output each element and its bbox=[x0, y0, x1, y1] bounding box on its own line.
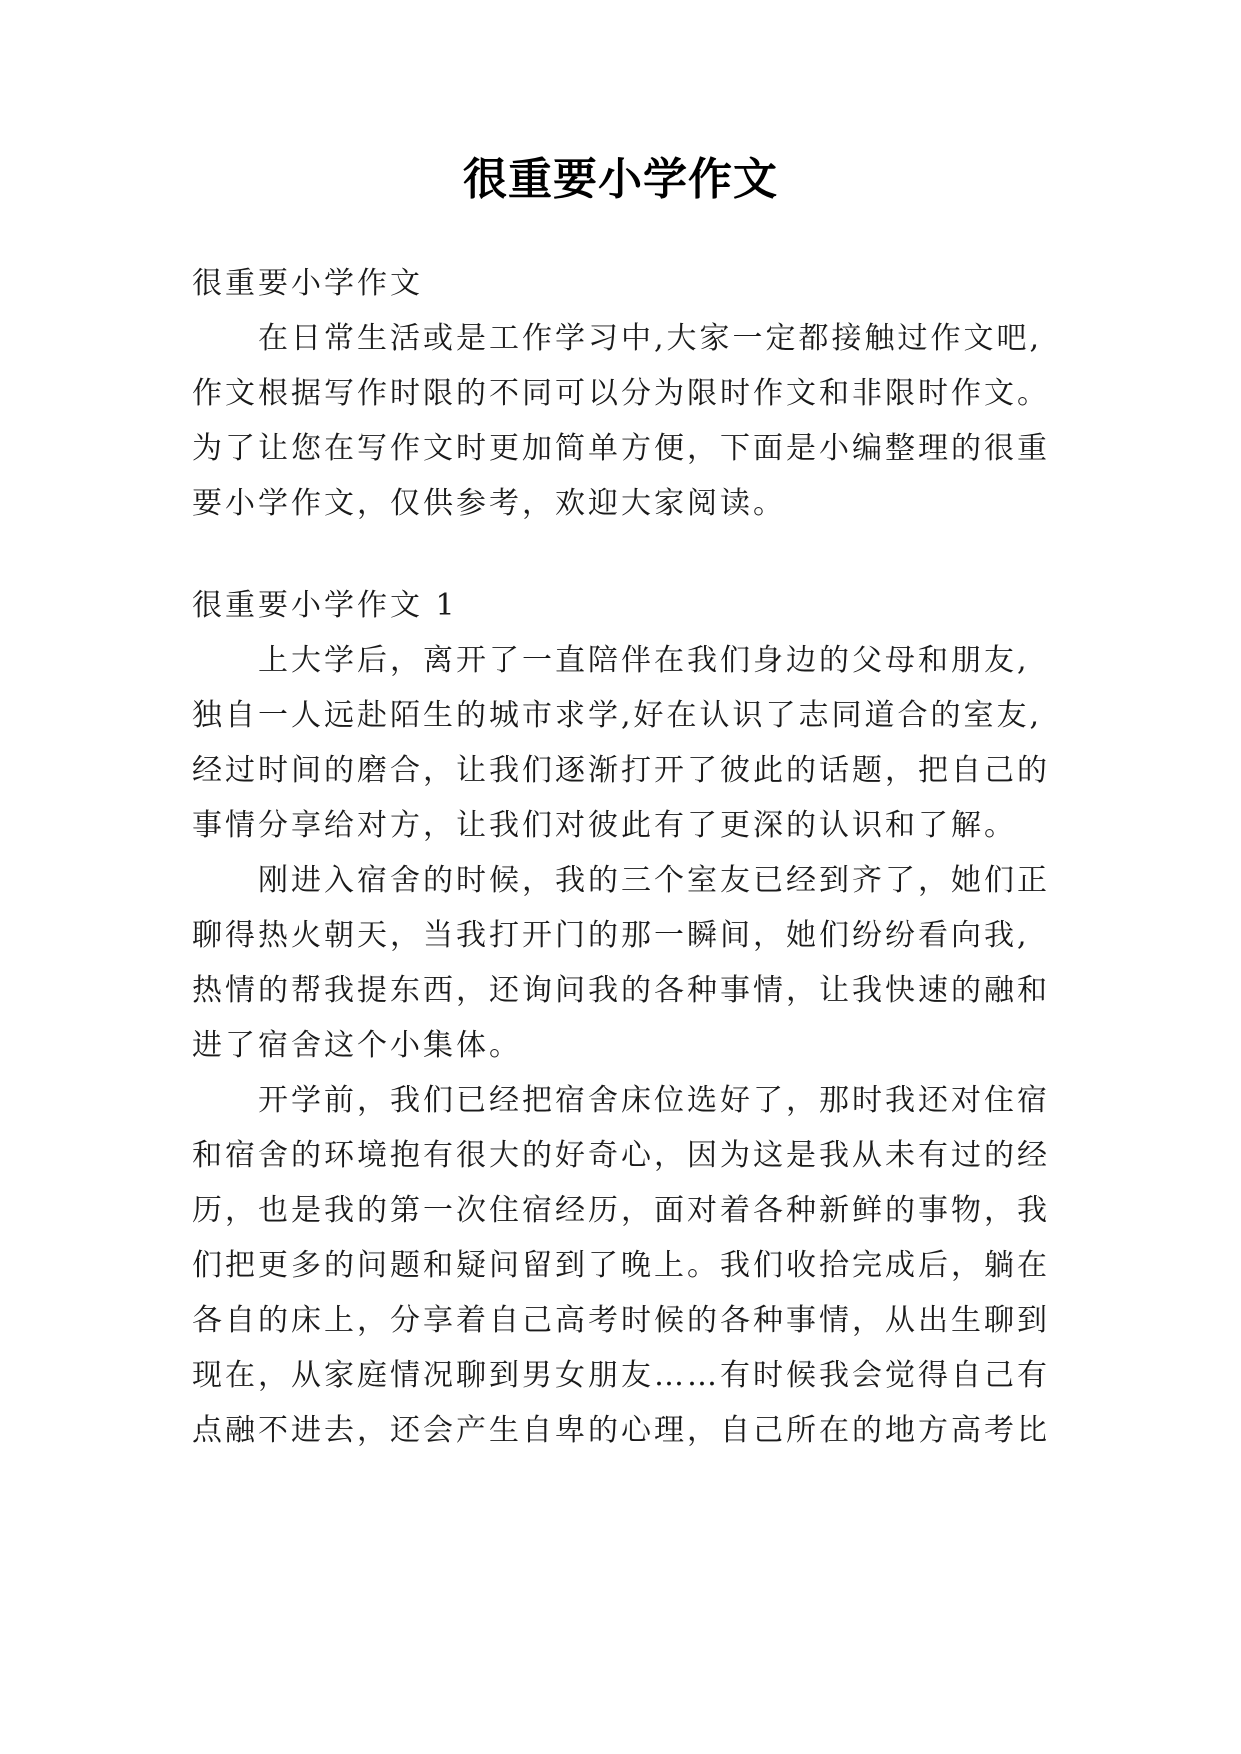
intro-heading: 很重要小学作文 bbox=[192, 266, 423, 301]
para-3-line-1: 开学前，我们已经把宿舍床位选好了，那时我还对住宿 bbox=[258, 1083, 1050, 1118]
intro-line-2: 作文根据写作时限的不同可以分为限时作文和非限时作文。 bbox=[192, 376, 1050, 411]
para-3-line-3: 历，也是我的第一次住宿经历，面对着各种新鲜的事物，我 bbox=[192, 1193, 1050, 1228]
intro-line-1: 在日常生活或是工作学习中,大家一定都接触过作文吧, bbox=[258, 321, 1043, 356]
para-3-line-4: 们把更多的问题和疑问留到了晚上。我们收拾完成后，躺在 bbox=[192, 1248, 1050, 1283]
para-1-line-4: 事情分享给对方，让我们对彼此有了更深的认识和了解。 bbox=[192, 808, 1017, 843]
para-3-line-7: 点融不进去，还会产生自卑的心理，自己所在的地方高考比 bbox=[192, 1413, 1050, 1448]
para-1-line-2: 独自一人远赴陌生的城市求学,好在认识了志同道合的室友, bbox=[192, 698, 1043, 733]
para-2-line-3: 热情的帮我提东西，还询问我的各种事情，让我快速的融和 bbox=[192, 973, 1050, 1008]
para-2-line-2: 聊得热火朝天，当我打开门的那一瞬间，她们纷纷看向我, bbox=[192, 918, 1030, 953]
para-3-line-5: 各自的床上，分享着自己高考时候的各种事情，从出生聊到 bbox=[192, 1303, 1050, 1338]
para-3-line-6: 现在，从家庭情况聊到男女朋友……有时候我会觉得自己有 bbox=[192, 1358, 1050, 1393]
para-2-line-1: 刚进入宿舍的时候，我的三个室友已经到齐了，她们正 bbox=[258, 863, 1050, 898]
para-3-line-2: 和宿舍的环境抱有很大的好奇心，因为这是我从未有过的经 bbox=[192, 1138, 1050, 1173]
para-1-line-1: 上大学后，离开了一直陪伴在我们身边的父母和朋友, bbox=[258, 643, 1030, 678]
document-title: 很重要小学作文 bbox=[463, 154, 778, 205]
section-1-heading: 很重要小学作文 1 bbox=[192, 588, 458, 623]
para-1-line-3: 经过时间的磨合，让我们逐渐打开了彼此的话题，把自己的 bbox=[192, 753, 1050, 788]
intro-line-4: 要小学作文，仅供参考，欢迎大家阅读。 bbox=[192, 486, 786, 521]
para-2-line-4: 进了宿舍这个小集体。 bbox=[192, 1028, 522, 1063]
intro-line-3: 为了让您在写作文时更加简单方便，下面是小编整理的很重 bbox=[192, 431, 1050, 466]
